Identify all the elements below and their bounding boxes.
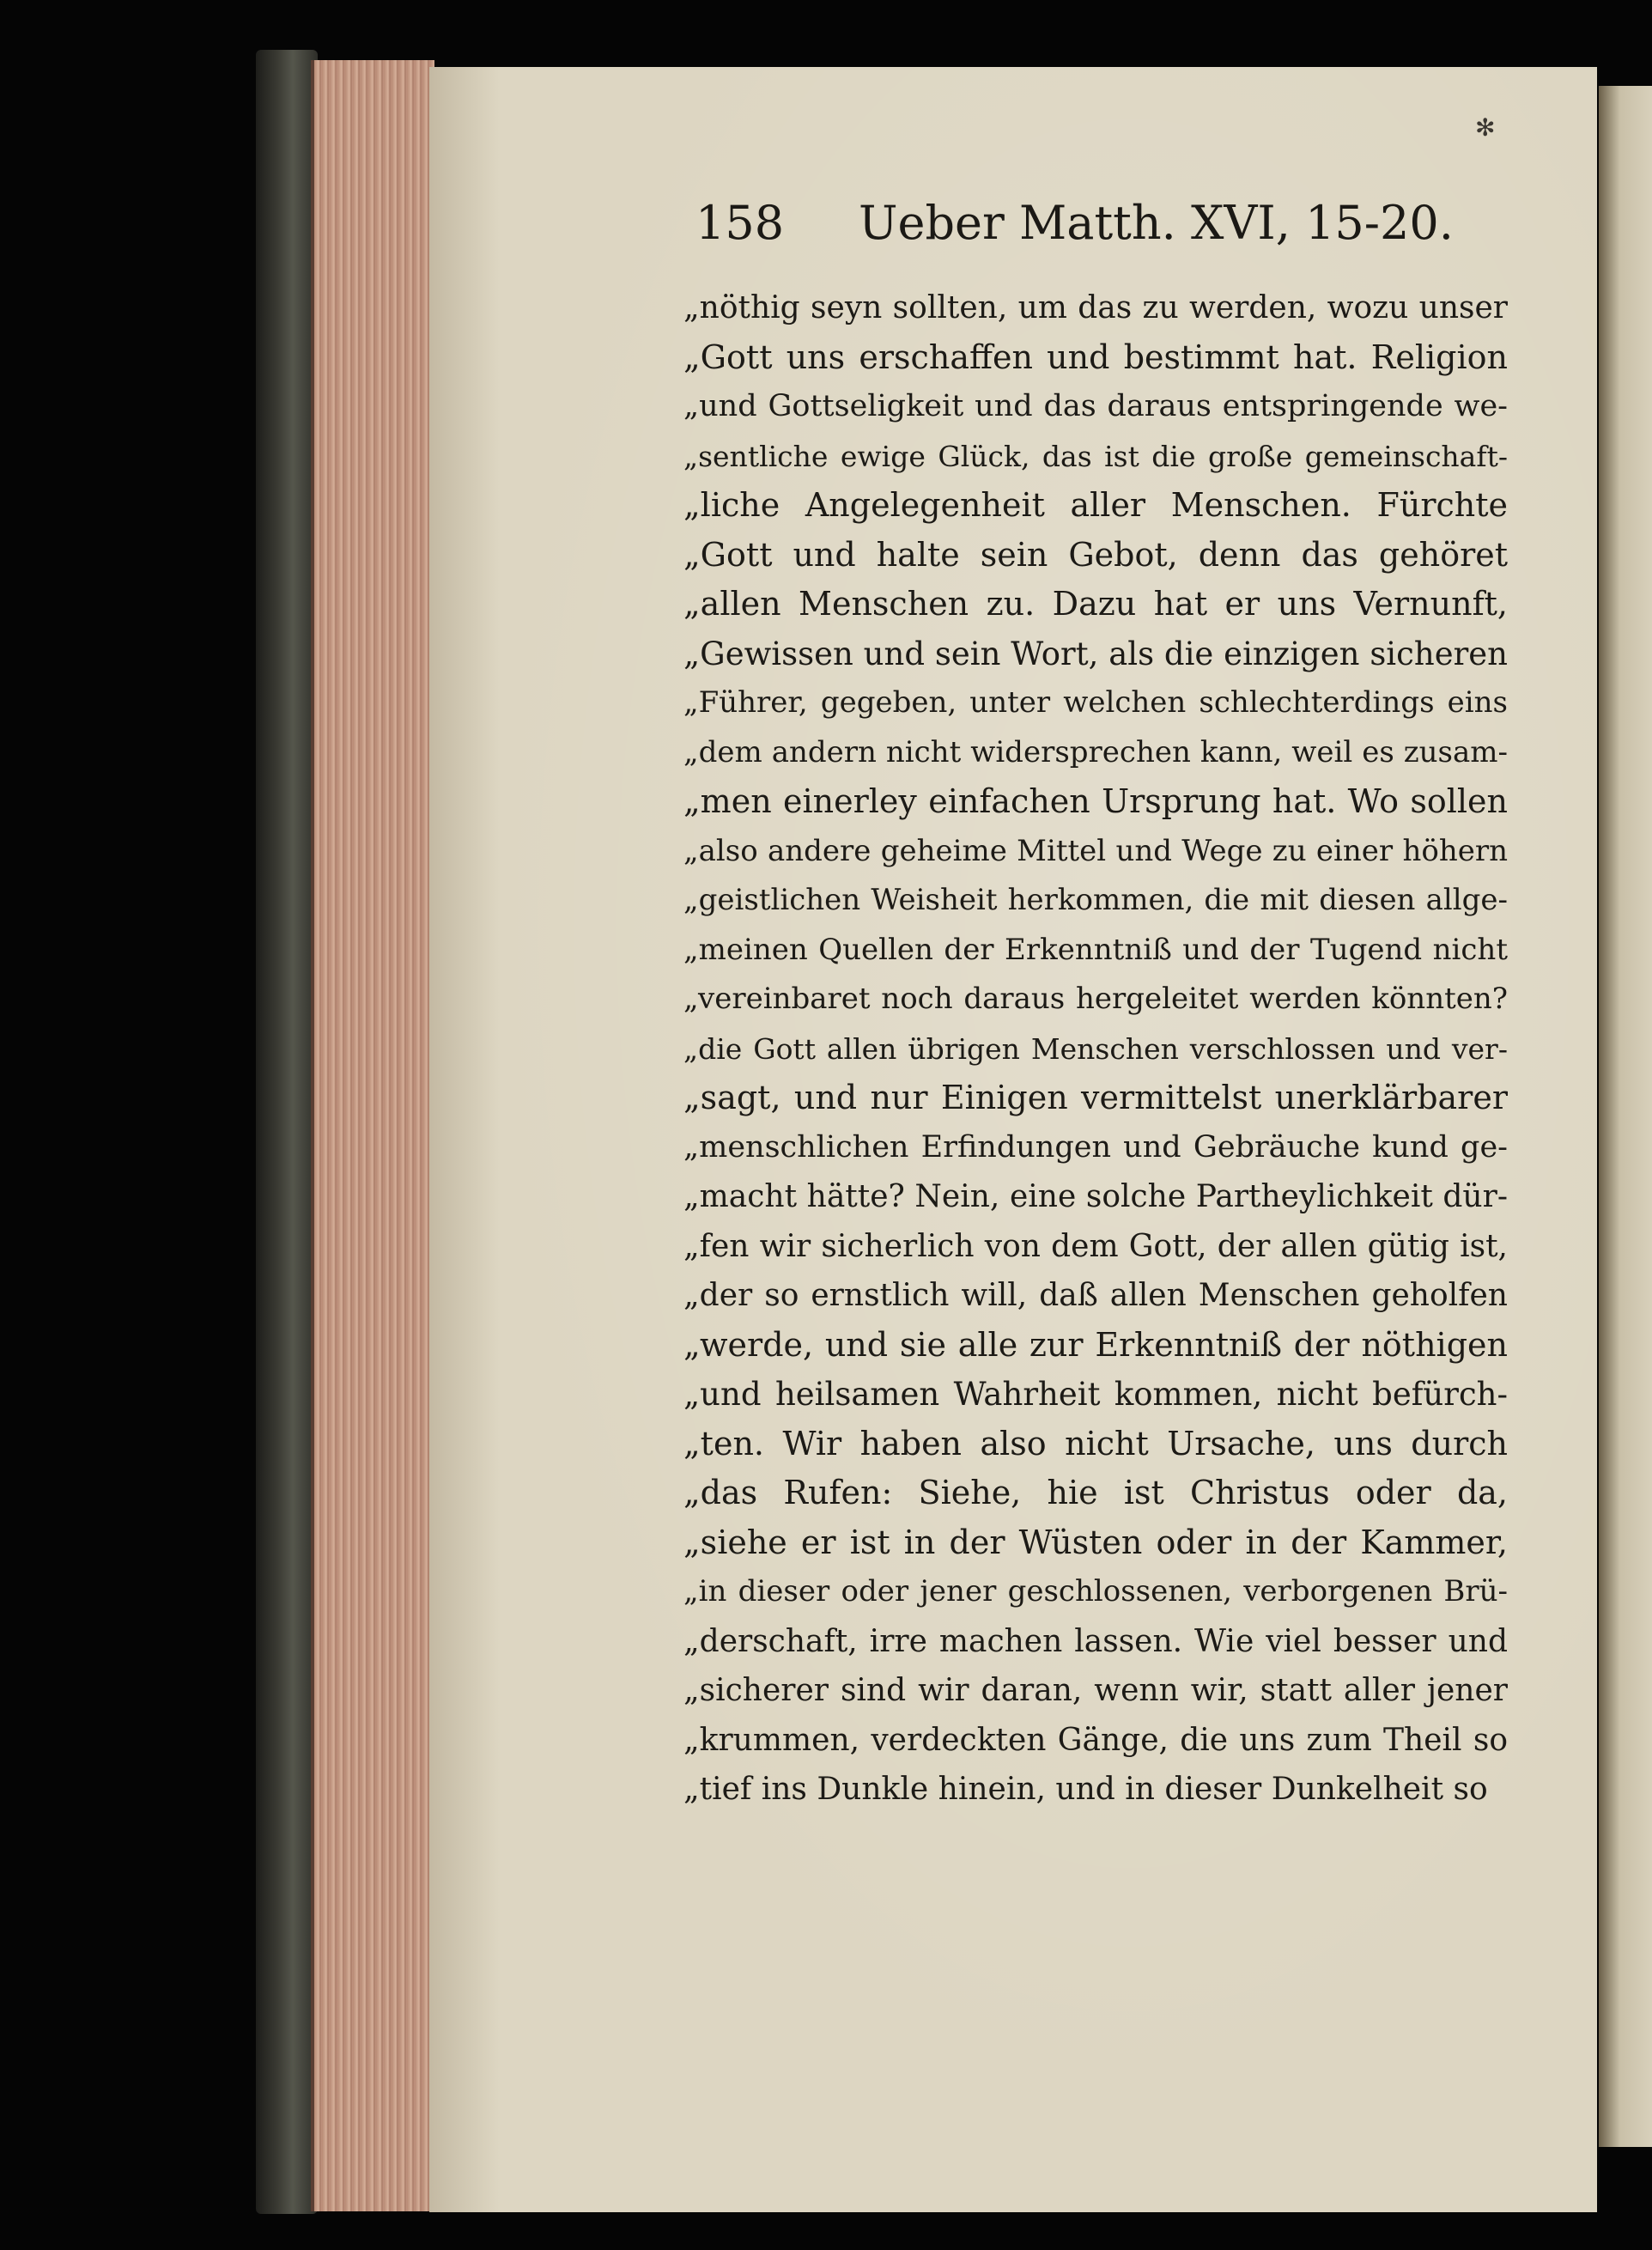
text-line: „das Rufen: Siehe, hie ist Christus oder da, (683, 1474, 1508, 1511)
text-line: „Führer, gegeben, unter welchen schlechterdings eins (683, 685, 1508, 720)
text-line: „ten. Wir haben also nicht Ursache, uns durch (683, 1424, 1508, 1462)
text-line: „liche Angelegenheit aller Menschen. Fürchte (683, 486, 1508, 524)
page-header (695, 196, 1563, 256)
facing-page-edge (1599, 86, 1652, 2147)
running-title: Ueber Matth. XVI, 15-20. (859, 196, 1454, 250)
text-line: „krummen, verdeckten Gänge, die uns zum Theil so (683, 1722, 1508, 1758)
text-line: „die Gott allen übrigen Menschen verschlossen und ver- (683, 1031, 1508, 1066)
text-line: „Gewissen und sein Wort, als die einzigen sicheren (683, 635, 1508, 672)
text-line: „derschaft, irre machen lassen. Wie viel besser und (683, 1623, 1508, 1659)
text-line: „siehe er ist in der Wüsten oder in der Kammer, (683, 1523, 1508, 1561)
text-line: „Gott uns erschaffen und bestimmt hat. Religion (683, 338, 1508, 376)
text-line: „tief ins Dunkle hinein, und in dieser Dunkelheit so (683, 1772, 1488, 1807)
text-line: „sagt, und nur Einigen vermittelst unerklärbarer (683, 1079, 1508, 1116)
text-line: „und heilsamen Wahrheit kommen, nicht befürch- (683, 1376, 1508, 1413)
text-line: „geistlichen Weisheit herkommen, die mit diesen allge- (683, 883, 1508, 917)
text-line: „der so ernstlich will, daß allen Menschen geholfen (683, 1278, 1508, 1313)
text-line: „meinen Quellen der Erkenntniß und der Tugend nicht (683, 932, 1508, 967)
text-line: „Gott und halte sein Gebot, denn das gehöret (683, 535, 1508, 574)
printer-ornament-icon: ✻ (1475, 113, 1496, 142)
page-number: 158 (695, 196, 785, 250)
body-text (683, 283, 1508, 1815)
text-line: „sentliche ewige Glück, das ist die große gemeinschaft- (683, 439, 1508, 473)
text-line: „werde, und sie alle zur Erkenntniß der nöthigen (683, 1325, 1508, 1364)
text-line: „allen Menschen zu. Dazu hat er uns Vernunft, (683, 585, 1508, 623)
page-stack-edge (311, 60, 434, 2211)
text-line: „sicherer sind wir daran, wenn wir, statt aller jener (683, 1673, 1508, 1708)
text-line: „nöthig seyn sollten, um das zu werden, wozu unser (683, 290, 1508, 325)
book-cover-edge (256, 50, 318, 2214)
text-line: „also andere geheime Mittel und Wege zu einer höhern (683, 833, 1508, 868)
text-line: „und Gottseligkeit und das daraus entspringende we- (683, 389, 1508, 423)
text-line: „men einerley einfachen Ursprung hat. Wo sollen (683, 782, 1508, 820)
text-line: „vereinbaret noch daraus hergeleitet werden könnten? (683, 982, 1508, 1016)
text-line: „macht hätte? Nein, eine solche Partheylichkeit dür- (683, 1179, 1508, 1214)
text-line: „dem andern nicht widersprechen kann, weil es zusam- (683, 734, 1508, 769)
text-line: „in dieser oder jener geschlossenen, verborgenen Brü- (683, 1574, 1508, 1608)
text-line: „menschlichen Erfindungen und Gebräuche kund ge- (683, 1129, 1508, 1165)
text-line: „fen wir sicherlich von dem Gott, der allen gütig ist, (683, 1228, 1508, 1264)
